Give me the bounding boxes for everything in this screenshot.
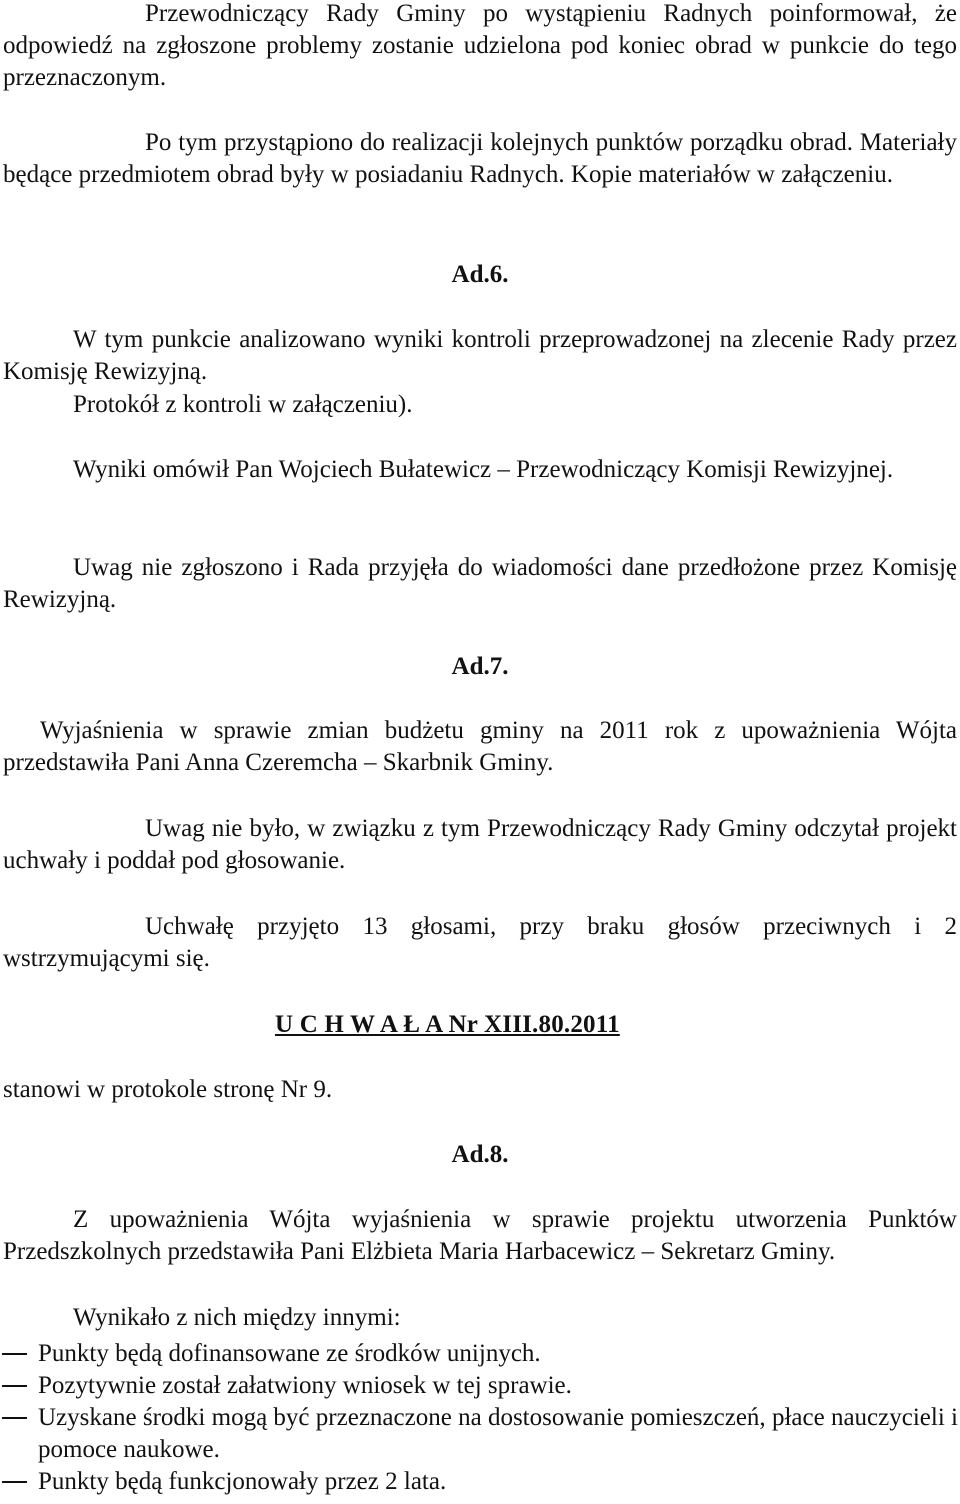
dash-bullet-icon: [2, 1481, 27, 1483]
paragraph-ad6-accepted: Uwag nie zgłoszono i Rada przyjęła do wiadomości dane przedłożone przez Komisję Rewizyjną.: [3, 554, 957, 613]
dash-bullet-icon: [2, 1417, 27, 1419]
section-heading-ad7: Ad.7.: [451, 653, 509, 680]
list-item: Punkty będą dofinansowane ze środków unijnych.: [0, 1338, 958, 1370]
paragraph-ad7-budget: Wyjaśnienia w sprawie zmian budżetu gminy na 2011 rok z upoważnienia Wójta przedstawiła Pani Anna Czeremcha – Skarbnik Gminy.: [3, 717, 957, 776]
page-reference-note: stanowi w protokole stronę Nr 9.: [3, 1076, 333, 1103]
section-heading-ad6: Ad.6.: [451, 261, 509, 288]
list-item: Pozytywnie został załatwiony wniosek w tej sprawie.: [0, 1370, 958, 1402]
paragraph-ad6-protocol: Protokół z kontroli w załączeniu).: [73, 391, 413, 418]
paragraph-ad7-vote: Uchwałę przyjęto 13 głosami, przy braku głosów przeciwnych i 2 wstrzymującymi się.: [3, 913, 957, 972]
paragraph-ad8-intro: Wynikało z nich między innymi:: [73, 1304, 401, 1331]
paragraph-ad8-preschool: Z upoważnienia Wójta wyjaśnienia w sprawie projektu utworzenia Punktów Przedszkolnych przedstawiła Pani Elżbieta Maria Harbacewicz – Sekretarz Gminy.: [3, 1206, 957, 1265]
paragraph-ad6-analysis: W tym punkcie analizowano wyniki kontroli przeprowadzonej na zlecenie Rady przez Komisję Rewizyjną.: [3, 326, 957, 385]
paragraph-ad7-reading: Uwag nie było, w związku z tym Przewodniczący Rady Gminy odczytał projekt uchwały i poddał pod głosowanie.: [3, 815, 957, 874]
dash-bullet-icon: [2, 1385, 27, 1387]
paragraph-ad6-results: Wyniki omówił Pan Wojciech Bułatewicz – Przewodniczący Komisji Rewizyjnej.: [73, 456, 894, 483]
resolution-title: U C H W A Ł A Nr XIII.80.2011: [275, 1011, 620, 1038]
list-item: Punkty będą funkcjonowały przez 2 lata.: [0, 1466, 958, 1498]
paragraph-opening: Przewodniczący Rady Gminy po wystąpieniu Radnych poinformował, że odpowiedź na zgłoszone problemy zostanie udzielona pod koniec obrad w punkcie do tego przeznaczonym.: [3, 0, 957, 91]
findings-list: [0, 1338, 960, 1498]
list-item: Uzyskane środki mogą być przeznaczone na dostosowanie pomieszczeń, płace nauczycieli i pomoce naukowe.: [0, 1402, 958, 1466]
paragraph-agenda: Po tym przystąpiono do realizacji kolejnych punktów porządku obrad. Materiały będące przedmiotem obrad były w posiadaniu Radnych. Kopie materiałów w załączeniu.: [3, 129, 957, 188]
dash-bullet-icon: [2, 1353, 27, 1355]
section-heading-ad8: Ad.8.: [451, 1141, 509, 1168]
